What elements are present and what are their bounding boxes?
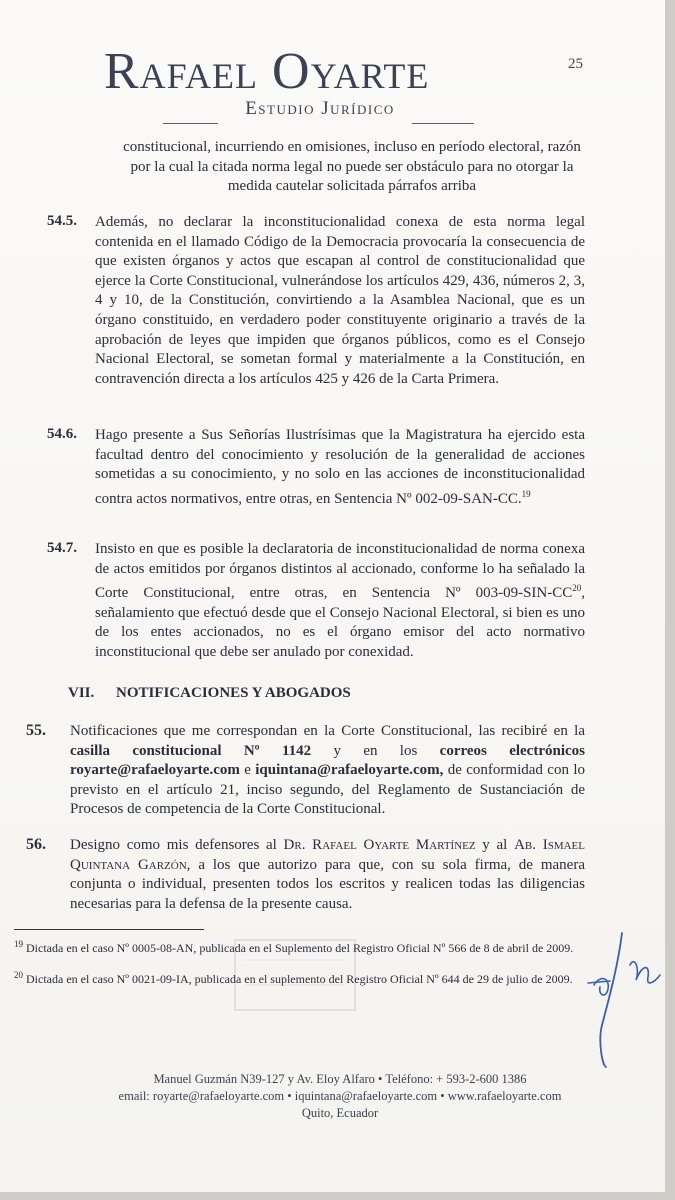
footer-address: Manuel Guzmán N39-127 y Av. Eloy Alfaro • Teléfono: + 593-2-600 1386: [153, 1072, 527, 1086]
logo-rule-left: [163, 123, 218, 124]
paragraph-text: , a los que autorizo para que, con su sola firma, de manera conjunta o individual, presenten todos los escritos y realicen todas las diligencias necesarias para la defensa de la presente causa.: [70, 856, 585, 912]
signature-icon: [580, 925, 670, 1070]
section-title: NOTIFICACIONES Y ABOGADOS: [116, 685, 351, 701]
footnote-text: Dictada en el caso Nº 0005-08-AN, publicada en el Suplemento del Registro Oficial Nº 566 de 8 de abril de 2009.: [23, 941, 574, 955]
attorney-name: Dr. Rafael Oyarte Martínez: [283, 837, 476, 853]
paragraph-56: [70, 836, 585, 914]
footnote-20: [14, 968, 599, 988]
firm-logo-subtitle: Estudio Jurídico: [245, 98, 395, 119]
firm-logo-title: Rafael Oyarte: [104, 43, 430, 100]
footnote-19: [14, 937, 599, 957]
page-edge-bottom: [0, 1192, 675, 1200]
paragraph-text: Hago presente a Sus Señorías Ilustrísimas que la Magistratura ha ejercido esta facultad dentro del conocimiento y resolución de la generalidad de acciones sometidas a su conocimiento, y no solo en las acciones de inconstitucionalidad contra actos normativos, entre otras, en Sentencia Nº 002-09-SAN-CC.: [95, 427, 585, 507]
paragraph-text: y en los: [311, 742, 440, 759]
footnote-text: Dictada en el caso Nº 0021-09-IA, publicada en el suplemento del Registro Oficial Nº 644 de 29 de julio de 2009.: [23, 972, 573, 986]
casilla-number: casilla constitucional Nº 1142: [70, 742, 312, 759]
footer-city: Quito, Ecuador: [301, 1106, 379, 1120]
paragraph-number: 54.7.: [47, 540, 77, 556]
paragraph-text: y al: [475, 837, 515, 853]
paragraph-54-7: [95, 540, 585, 663]
footnote-number: 20: [14, 970, 23, 980]
paragraph-text: de conformidad con lo previsto en el artículo 21, inciso segundo, del Reglamento de Sustanciación de Procesos de competencia de la Corte Constitucional.: [70, 762, 585, 818]
section-number: VII.: [68, 685, 95, 701]
page-edge-right: [665, 0, 675, 1200]
paragraph-text: Notificaciones que me correspondan en la Corte Constitucional, las recibiré en la: [70, 723, 585, 739]
paragraph-number: 56.: [26, 836, 46, 853]
footnote-ref: 19: [521, 488, 531, 499]
paragraph-text: Insisto en que es posible la declaratoria de inconstitucionalidad de norma conexa de actos emitidos por órganos distintos al accionado, conforme lo ha señalado la Corte Constitucional, entre otras, en Sentencia Nº 003-09-SIN-CC: [95, 541, 585, 602]
footnote-ref: 20: [572, 583, 582, 594]
section-heading: [68, 685, 351, 702]
paragraph-number: 54.5.: [47, 213, 77, 229]
paragraph-55: [70, 722, 585, 820]
footnote-divider: [14, 929, 204, 930]
page-number: 25: [568, 56, 583, 72]
continuation-text: constitucional, incurriendo en omisiones, incluso en período electoral, razón por la cual la citada norma legal no puede ser obstáculo para no otorgar la medida cautelar solicitada párrafos arriba: [123, 139, 581, 195]
paragraph-54-6: [95, 426, 585, 509]
email-royarte: correos electrónicos royarte@rafaeloyarte.com: [70, 742, 585, 779]
attorney-name: Ab. Ismael Quintana Garzón: [70, 837, 585, 873]
paragraph-54-5: Además, no declarar la inconstitucionalidad conexa de esta norma legal contenida en el llamado Código de la Democracia provocaría la consecuencia de que existen órganos y actos que escapan al control de constitucionalidad que ejerce la Corte Constitucional, vulnerándose los artículos 429, 436, números 2, 3, 4 y 10, de la Constitución, convirtiendo a la Asamblea Nacional, que es un órgano constituido, en verdadero poder constituyente originario a través de la aprobación de leyes que impiden que órganos públicos, como es el Consejo Nacional Electoral, se sometan formal y materialmente a la Constitución, en contravención directa a los artículos 425 y 426 de la Carta Primera.: [95, 214, 585, 387]
paragraph-text: Designo como mis defensores al: [70, 837, 284, 853]
paragraph-text: , señalamiento que efectuó desde que el Consejo Nacional Electoral, si bien es uno de los entes accionados, no es el órgano emisor del acto normativo inconstitucional que debe ser anulado por conexidad.: [95, 585, 585, 660]
paragraph-text: e: [239, 762, 256, 779]
footnote-number: 19: [14, 939, 23, 949]
footer-contacts: email: royarte@rafaeloyarte.com • iquintana@rafaeloyarte.com • www.rafaeloyarte.com: [118, 1089, 562, 1103]
paragraph-number: 55.: [26, 722, 46, 739]
logo-rule-right: [412, 123, 474, 124]
paragraph-number: 54.6.: [47, 426, 77, 442]
email-iquintana: iquintana@rafaeloyarte.com,: [255, 762, 444, 779]
